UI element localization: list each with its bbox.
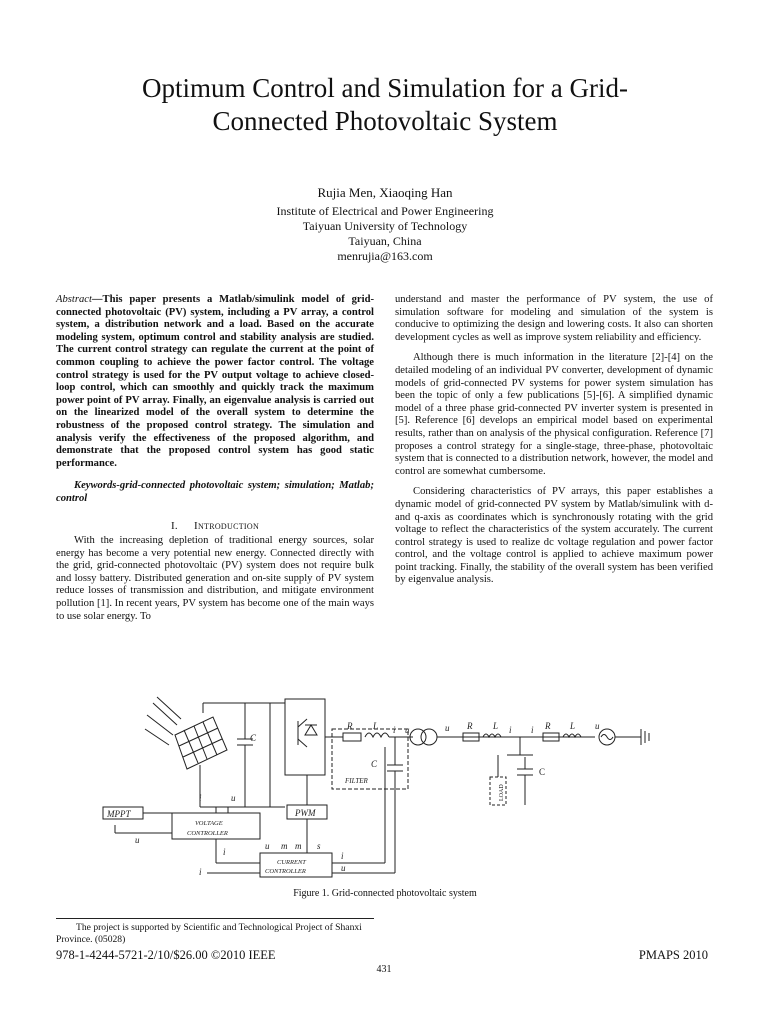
figure-caption: Figure 1. Grid-connected photovoltaic system — [293, 888, 477, 899]
intro-paragraph-1: With the increasing depletion of traditional energy sources, solar energy has become a very potential new energy. Connected directly with the grid, grid-connected photovoltaic (PV) system does not require bulk and lossy battery. Distributed generation and on-site supply of PV system reduce losses of transmission and distribution, and mitigate environment pollution [1]. In recent years, PV system has become one of the main ways to use solar energy. To — [56, 535, 374, 622]
label-load: LOAD — [499, 784, 505, 801]
label-r: R — [347, 721, 353, 731]
footnote-divider — [56, 918, 374, 919]
label-filter: FILTER — [345, 777, 368, 785]
label-ug: u — [595, 721, 600, 731]
label-md: m — [281, 841, 288, 851]
label-us2: u — [341, 863, 346, 873]
label-ul: u — [445, 723, 450, 733]
label-ig1: i — [509, 725, 512, 735]
author-email: menrujia@163.com — [337, 249, 433, 263]
label-udcref: u — [135, 835, 140, 845]
footnote — [56, 922, 374, 945]
label-mppt: MPPT — [107, 809, 131, 819]
label-c-dc: C — [250, 733, 257, 743]
label-ipv: i — [199, 793, 202, 803]
label-rl: R — [467, 721, 473, 731]
inverter-box — [285, 699, 325, 775]
footnote-text: The project is supported by Scientific and Technological Project of Shanxi Province. (05028) — [56, 922, 362, 945]
right-column — [395, 294, 713, 595]
label-c-load: C — [539, 767, 546, 777]
affiliation-institute: Institute of Electrical and Power Engineering — [276, 204, 494, 218]
label-voltage-controller: CONTROLLER — [187, 830, 228, 837]
label-voltage: VOLTAGE — [195, 820, 223, 827]
isbn-line: 978-1-4244-5721-2/10/$26.00 ©2010 IEEE — [56, 948, 276, 962]
affiliation-university: Taiyuan University of Technology — [302, 219, 468, 233]
label-lg: L — [570, 721, 576, 731]
section-heading-introduction — [56, 520, 374, 533]
label-ll: L — [493, 721, 499, 731]
section-title: Introduction — [193, 519, 260, 532]
section-number: I. — [170, 519, 178, 532]
left-column — [56, 294, 374, 631]
label-us: u — [405, 725, 410, 735]
label-current-controller: CONTROLLER — [265, 868, 306, 875]
abstract-lead: Abstract — [56, 294, 92, 305]
label-rg: R — [545, 721, 551, 731]
label-i2: i — [341, 851, 344, 861]
paper-title — [60, 72, 710, 138]
intro-paragraph-4: Considering characteristics of PV arrays, this paper establishes a dynamic model of grid-connected PV system by Matlab/simulink with d- and q-axis as coordinates which is synchronously rotating with the grid voltage to reflect the characteristics of the system accurately. The current control strategy is used to realize dc voltage regulation and power factor control, and the voltage control is applied to achieve maximum power point tracking. Finally, the stability of the overall system has been verified by eigenvalue analysis. — [395, 486, 713, 586]
label-udc: u — [231, 793, 236, 803]
label-iqref: i — [199, 867, 202, 877]
label-idref: i — [223, 847, 226, 857]
intro-paragraph-2: understand and master the performance of PV system, the use of simulation software for modeling and simulation of the system is conducive to optimizing the design and lowering costs. It also can shorten development cycles as well as improve system reliability and efficiency. — [395, 294, 713, 343]
author-block — [180, 185, 590, 264]
keywords: Keywords-grid-connected photovoltaic system; simulation; Matlab; control — [56, 480, 374, 504]
sun-ray — [153, 703, 177, 725]
label-udc2: u — [265, 841, 270, 851]
figure-grid-connected-pv-diagram — [95, 695, 677, 885]
intro-paragraph-3: Although there is much information in the literature [2]-[4] on the detailed modeling of an individual PV converter, development of dynamic models of grid-connected PV systems for power system simulation has been the topic of only a few publications [5]-[6]. A simplified dynamic model of a three phase grid-connected PV inverter system is presented in [5]. Reference [6] develops an empirical model based on experimental results, rather than on analysis of the physical configuration. Reference [7] proposes a control strategy for a single-stage, three-phase, photovoltaic system that is connected to a distribution network, however, the model and control are somewhat cumbersome. — [395, 352, 713, 477]
abstract-body: —This paper presents a Matlab/simulink model of grid-connected photovoltaic (PV) system, including a PV array, a control system, a distribution network and a load. Based on the accurate modeling system, optimum control and stability analysis are studied. The current control strategy can regulate the current at the point of common coupling to achieve the power factor control. The voltage control strategy is used for the PV output voltage to achieve closed-loop control, which can smoothly and quickly track the maximum power point of PV array. Finally, an eigenvalue analysis is carried out on the linearized model of the overall system to determine the robustness of the proposed control strategy. The simulation and analysis verify the effectiveness of the proposed algorithm, and demonstrate that the proposed control system has good static performance. — [56, 294, 374, 469]
abstract — [56, 294, 374, 470]
label-i: i — [393, 725, 396, 735]
label-current: CURRENT — [277, 859, 306, 866]
author-names: Rujia Men, Xiaoqing Han — [317, 185, 453, 200]
label-ig2: i — [531, 725, 534, 735]
label-l: L — [373, 721, 379, 731]
conference-name: PMAPS 2010 — [638, 948, 708, 962]
affiliation-city: Taiyuan, China — [348, 234, 422, 248]
label-cf: C — [371, 759, 378, 769]
label-mq: m — [295, 841, 302, 851]
title-line-2: Connected Photovoltaic System — [212, 106, 558, 136]
title-line-1: Optimum Control and Simulation for a Grid- — [142, 73, 628, 103]
label-pwm: PWM — [295, 808, 316, 818]
label-s: s — [317, 841, 321, 851]
page-number: 431 — [376, 964, 392, 975]
